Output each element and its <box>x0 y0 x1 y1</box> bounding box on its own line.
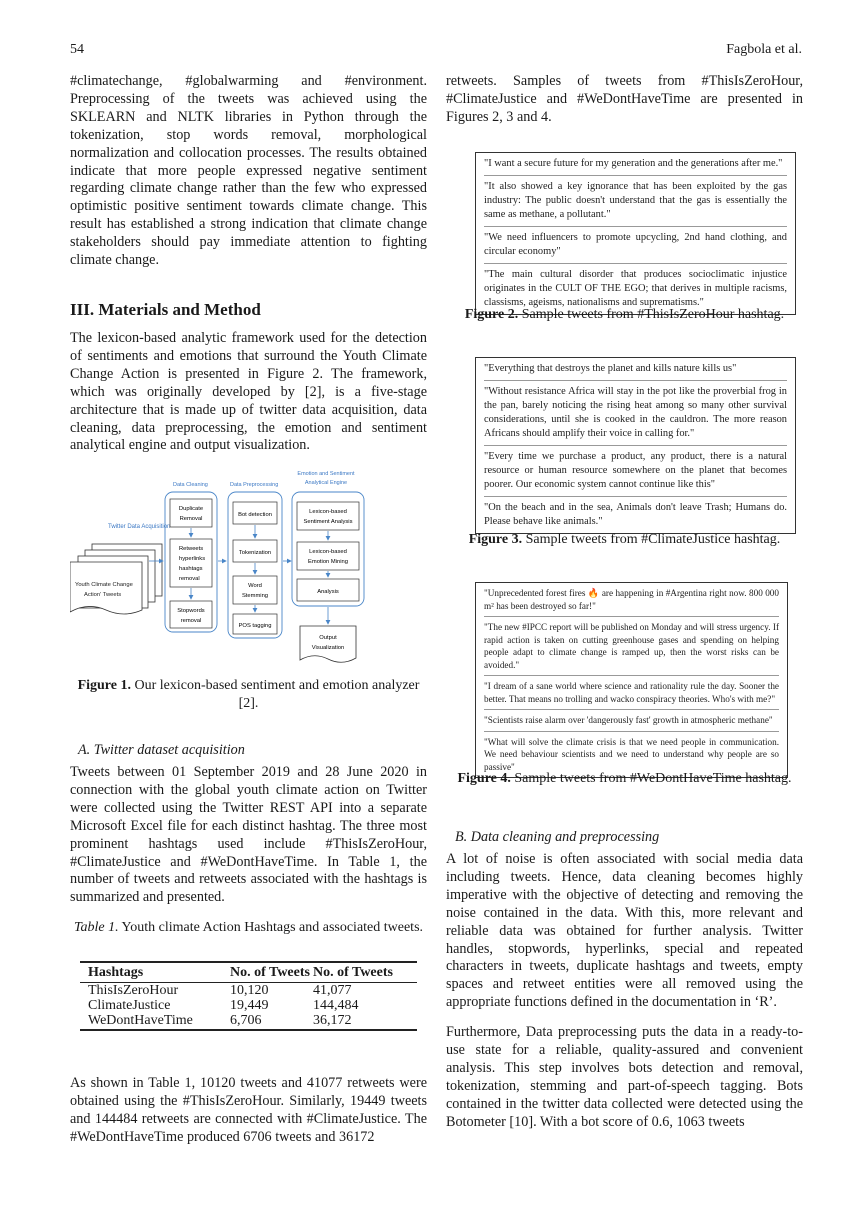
subsection-b-heading: B. Data cleaning and preprocessing <box>455 829 660 845</box>
svg-text:Stopwords <box>177 608 204 614</box>
data-cleaning-title-text: Data Cleaning <box>173 482 208 488</box>
sample-tweet: "Every time we purchase a product, any product, there is a natural resource or human resource somewhere on the planet that becomes poorer. Our economic system cannot continue like this" <box>484 446 787 497</box>
sample-tweet: "What will solve the climate crisis is that we need people in communication. We need behaviour scientists and we need to understand why people are so passive" <box>484 736 779 772</box>
svg-text:removal <box>181 618 202 624</box>
lexicon-sentiment-text2: Sentiment Analysis <box>303 519 353 525</box>
table-header-tweets: No. of Tweets <box>230 965 310 980</box>
table-cell-retweets: 144,484 <box>313 998 359 1013</box>
figure2-label: Figure 2. <box>464 307 519 322</box>
figure2-caption <box>446 306 803 324</box>
left-intro-paragraph: #climatechange, #globalwarming and #environment. Preprocessing of the tweets was achieved using the SKLEARN and NLTK libraries in Python through the tokenization, stop words removal, morphological normalization and collocation processes. The results obtained indicate that more people expressed negative sentiment regarding climate change rather than the few who expressed optimistic positive sentiment towards climate change. This result has established a strong indication that climate change stakeholders should pay immediate attention to fighting climate change. <box>70 73 427 269</box>
svg-text:Duplicate <box>179 506 203 512</box>
sample-tweet: "On the beach and in the sea, Animals don't leave Trash; Humans do. Please behave like animals." <box>484 502 787 527</box>
closing-paragraph: As shown in Table 1, 10120 tweets and 41077 retweets were obtained using the #ThisIsZeroHour. Similarly, 19449 tweets and 144484 retweets are connected with #ClimateJustice. The #WeDontHaveTime produced 6706 tweets and 36172 <box>70 1075 427 1145</box>
svg-text:Emotion and Sentiment <box>297 471 355 477</box>
analysis-text: Analysis <box>317 589 339 595</box>
figure1-framework-diagram <box>70 466 428 670</box>
removal-text: Removal <box>179 516 203 522</box>
table-cell-tweets: 10,120 <box>230 983 269 998</box>
sample-tweet: "We need influencers to promote upcycling, 2nd hand clothing, and circular economy" <box>484 227 787 264</box>
svg-text:Emotion Mining <box>308 559 348 565</box>
svg-text:hyperlinks <box>179 556 205 562</box>
sample-tweet: "The main cultural disorder that produces socioclimatic injustice originates in the CULT OF THE EGO; that derives in multiple racisms, classisms, ageisms, nationalisms and suprematisms." <box>484 269 787 308</box>
lexicon-emotion-text2: Emotion Mining <box>308 559 348 565</box>
figure4-caption <box>446 770 803 788</box>
svg-text:Visualization <box>312 645 344 651</box>
hyperlinks-text: hyperlinks <box>179 556 206 562</box>
subsection-a-heading: A. Twitter dataset acquisition <box>78 742 245 758</box>
retweets-text: Retweets <box>179 546 204 552</box>
stemming-text: Stemming <box>241 593 269 599</box>
table-cell-tweets: 19,449 <box>230 998 269 1013</box>
figure1-caption-text: Our lexicon-based sentiment and emotion analyzer [2]. <box>130 678 420 711</box>
svg-text:Analysis <box>317 589 339 595</box>
svg-text:removal <box>179 576 200 582</box>
table-header-row <box>80 963 417 980</box>
table-cell-tweets: 6,706 <box>230 1013 262 1028</box>
table-header-retweets: No. of Tweets <box>313 965 393 980</box>
tweets-document-stack-icon <box>70 544 162 614</box>
source-doc-line1 <box>75 582 133 588</box>
svg-text:Lexicon-based <box>309 509 347 515</box>
stopwords-removal-text: removal <box>180 618 202 624</box>
method-paragraph: The lexicon-based analytic framework used for the detection of sentiments and emotions that surround the Youth Climate Change Action is presented in Figure 2. The framework, which was originally developed by [2], is a five-stage architecture that is made up of twitter data acquisition, data cleaning, data preprocessing, the emotion and sentiment analytical engine and output visualization. <box>70 330 427 454</box>
engine-title-line2: Analytical Engine <box>304 480 348 486</box>
figure2-caption-text: Sample tweets from #ThisIsZeroHour hashtag. <box>518 307 785 322</box>
svg-text:POS tagging <box>239 623 272 629</box>
table-cell-retweets: 36,172 <box>313 1013 352 1028</box>
twitter-acquisition-text: Twitter Data Acquisition <box>108 524 171 530</box>
svg-text:Word <box>248 583 262 589</box>
figure3-label: Figure 3. <box>468 532 523 547</box>
svg-text:Bot detection <box>238 512 272 518</box>
output-text: Output <box>319 635 337 641</box>
svg-text:Retweets <box>179 546 203 552</box>
svg-text:hashtags <box>179 566 203 572</box>
section-heading: III. Materials and Method <box>70 300 261 319</box>
stopwords-text: Stopwords <box>177 608 205 614</box>
lexicon-sentiment-text1: Lexicon-based <box>309 509 347 515</box>
figure4-label: Figure 4. <box>457 771 511 786</box>
word-text: Word <box>248 583 262 589</box>
preprocessing-paragraph: Furthermore, Data preprocessing puts the data in a ready-to-use state for a reliable, quality-assured and convenient analysis. This step involves bots detection and removal, tokenization, stemming and part-of-speech tagging. Bots contained in the twitter data collected were detected using the Botometer [10]. With a bot score of 0.6, 1063 tweets <box>446 1024 803 1130</box>
pos-tagging-text: POS tagging <box>238 623 272 629</box>
page-number: 54 <box>70 42 84 57</box>
cleaning-removal-text: removal <box>179 576 200 582</box>
data-preprocessing-title <box>230 482 278 488</box>
lexicon-emotion-text1: Lexicon-based <box>309 549 347 555</box>
engine-title-line1: Emotion and Sentiment <box>297 471 355 477</box>
cleaning-paragraph: A lot of noise is often associated with social media data including tweets. Hence, data cleaning becomes highly imperative with the objective of detecting and removing the noise contained in the data. With this, more relevant and reliable data was obtained for further analysis. Twitter handles, stopwords, hyperlinks, special and repeated characters in tweets, duplicate hashtags and tweets, empty spaces and retweet entities were all removed using the appropriate functions defined in the documentation in ‘R’. <box>446 851 803 1011</box>
table-row <box>80 1013 417 1028</box>
table1-caption <box>70 919 427 937</box>
sample-tweet: "The new #IPCC report will be published on Monday and will stress urgency. If rapid action is taken on cutting greenhouse gases and spending on helping people adapt to climate change is ramped up, then the worst risks can be avoided." <box>484 617 779 676</box>
sample-tweet: "Unprecedented forest fires 🔥 are happening in #Argentina right now. 800 000 m² has been destroyed so far!" <box>484 583 779 617</box>
svg-text:Stemming <box>242 593 268 599</box>
source-doc-line2 <box>84 592 121 598</box>
table-cell-hashtag: ThisIsZeroHour <box>88 983 179 998</box>
table-cell-hashtag: WeDontHaveTime <box>88 1013 193 1028</box>
table1 <box>80 961 417 1031</box>
data-preprocessing-title-text: Data Preprocessing <box>230 482 279 488</box>
sample-tweet: "I dream of a sane world where science and rationality rule the day. Sooner the better. That means no trolling and wacko conspiracy theories. Who's with me?" <box>484 676 779 710</box>
acquisition-paragraph: Tweets between 01 September 2019 and 28 June 2020 in connection with the global youth climate action on Twitter were collected using the Twitter REST API into a separate Microsoft Excel file for each distinct hashtag. The three most prominent hashtags used include #ThisIsZeroHour, #ClimateJustice and #WeDontHaveTime. In Table 1, the number of tweets and retweets associated with the hashtags is summarized and presented. <box>70 764 427 906</box>
table1-caption-text: Youth climate Action Hashtags and associated tweets. <box>118 920 424 935</box>
duplicate-text: Duplicate <box>178 506 204 512</box>
table-header-hashtags: Hashtags <box>88 965 144 980</box>
figure3-caption <box>446 531 803 549</box>
sample-tweet: "Without resistance Africa will stay in the pot like the proverbial frog in the pan, barely noticing the rising heat among so many other survival considerations, until she is cooked in the cauldron. The more reason Africans should amplify their voice in calling for." <box>484 381 787 446</box>
right-intro-paragraph: retweets. Samples of tweets from #ThisIsZeroHour, #ClimateJustice and #WeDontHaveTime are presented in Figures 2, 3 and 4. <box>446 73 803 125</box>
figure4-caption-text: Sample tweets from #WeDontHaveTime hashtag. <box>510 771 792 786</box>
visualization-text: Visualization <box>311 645 345 651</box>
table-row <box>80 983 417 998</box>
table-row <box>80 998 417 1013</box>
sample-tweet: "Scientists raise alarm over 'dangerously fast' growth in atmospheric methane" <box>484 710 779 732</box>
bot-detection-text: Bot detection <box>238 512 272 518</box>
source-doc-text2: Action' Tweets <box>84 592 122 598</box>
svg-text:Removal <box>180 516 203 522</box>
figure1-label: Figure 1. <box>77 678 131 693</box>
table-cell-retweets: 41,077 <box>313 983 352 998</box>
svg-text:Tokenization <box>239 550 271 556</box>
figure1-caption <box>70 677 427 712</box>
source-doc-text1: Youth Climate Change <box>75 582 133 588</box>
figure4-tweets-box <box>475 582 788 778</box>
figure3-tweets-box <box>475 357 796 534</box>
svg-text:Output <box>319 635 337 641</box>
hashtags-text: hashtags <box>179 566 203 572</box>
sample-tweet: "I want a secure future for my generation and the generations after me." <box>484 153 787 176</box>
table1-caption-label: Table 1. <box>73 920 119 935</box>
sample-tweet: "It also showed a key ignorance that has been exploited by the gas industry: The public doesn't understand that the gas is essentially the same as methane, a pollutant." <box>484 176 787 227</box>
svg-text:Lexicon-based <box>309 549 347 555</box>
table-cell-hashtag: ClimateJustice <box>88 998 171 1013</box>
svg-text:Sentiment Analysis <box>304 519 353 525</box>
sample-tweet: "Everything that destroys the planet and kills nature kills us" <box>484 358 787 381</box>
running-header-authors: Fagbola et al. <box>726 42 802 57</box>
figure2-tweets-box <box>475 152 796 315</box>
tokenization-text: Tokenization <box>238 550 272 556</box>
svg-text:Analytical Engine <box>305 480 347 486</box>
data-cleaning-title <box>173 482 208 488</box>
twitter-acquisition-label <box>108 524 170 530</box>
figure3-caption-text: Sample tweets from #ClimateJustice hashtag. <box>522 532 781 547</box>
